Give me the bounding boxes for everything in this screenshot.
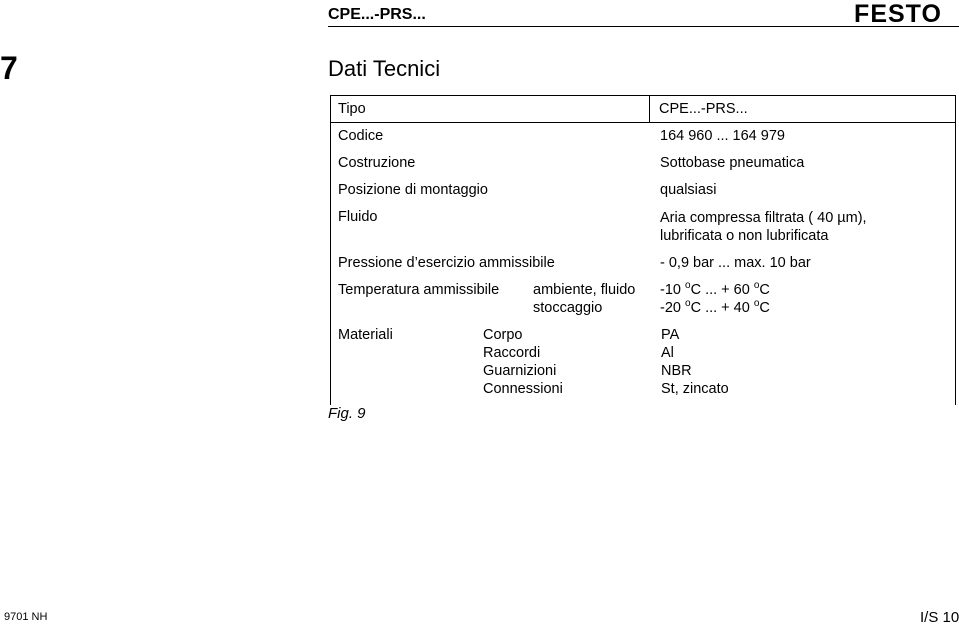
codice-label: Codice: [338, 128, 384, 144]
festo-logo: [838, 1, 958, 25]
codice-value: 164 960 ... 164 979: [660, 128, 785, 144]
table-top-border: [330, 95, 956, 96]
temperatura-sub-ambient: ambiente, fluido: [533, 282, 636, 298]
posizione-label: Posizione di montaggio: [338, 182, 488, 198]
table-header-divider: [649, 95, 650, 122]
figure-caption: Fig. 9: [328, 405, 366, 422]
fluido-label: Fluido: [338, 209, 378, 225]
materiali-label: Materiali: [338, 327, 393, 343]
materiali-part: Connessioni: [483, 381, 563, 397]
temperatura-value-storage: -20 $^o$C ... + 40 $^o$C: [660, 298, 770, 316]
temperatura-label: Temperatura ammissibile: [338, 282, 500, 298]
tipo-value: CPE...-PRS...: [659, 101, 748, 117]
costruzione-value: Sottobase pneumatica: [660, 155, 805, 171]
fluido-value-line-1: Aria compressa filtrata ( 40 µm),: [660, 210, 867, 226]
temperatura-sub-storage: stoccaggio: [533, 300, 603, 316]
posizione-value: qualsiasi: [660, 182, 717, 198]
materiali-value: PA: [661, 327, 680, 343]
materiali-value: NBR: [661, 363, 692, 379]
materiali-values: [661, 326, 729, 398]
pressione-value: - 0,9 bar ... max. 10 bar: [660, 255, 811, 271]
temperatura-value-ambient: -10 $^o$C ... + 60 $^o$C: [660, 280, 770, 298]
costruzione-label: Costruzione: [338, 155, 416, 171]
tipo-label: Tipo: [338, 101, 366, 117]
materiali-value: St, zincato: [661, 381, 729, 397]
pressione-label: Pressione d’esercizio ammissibile: [338, 255, 555, 271]
table-left-border: [330, 95, 331, 405]
chapter-number: 7: [0, 50, 18, 86]
footer-page-number: I/S 10: [920, 609, 959, 626]
materiali-value: Al: [661, 345, 674, 361]
table-row-divider: [330, 122, 956, 123]
logo-text: FESTO: [854, 1, 942, 25]
materiali-parts: [483, 326, 563, 398]
document-model-title: CPE...-PRS...: [328, 6, 426, 23]
fluido-value-line-2: lubrificata o non lubrificata: [660, 228, 829, 244]
materiali-part: Guarnizioni: [483, 363, 557, 379]
materiali-part: Raccordi: [483, 345, 541, 361]
header-rule: [328, 26, 959, 27]
footer-doc-code: 9701 NH: [4, 611, 48, 623]
table-right-border: [955, 95, 956, 405]
materiali-part: Corpo: [483, 327, 523, 343]
section-title: Dati Tecnici: [328, 56, 441, 81]
